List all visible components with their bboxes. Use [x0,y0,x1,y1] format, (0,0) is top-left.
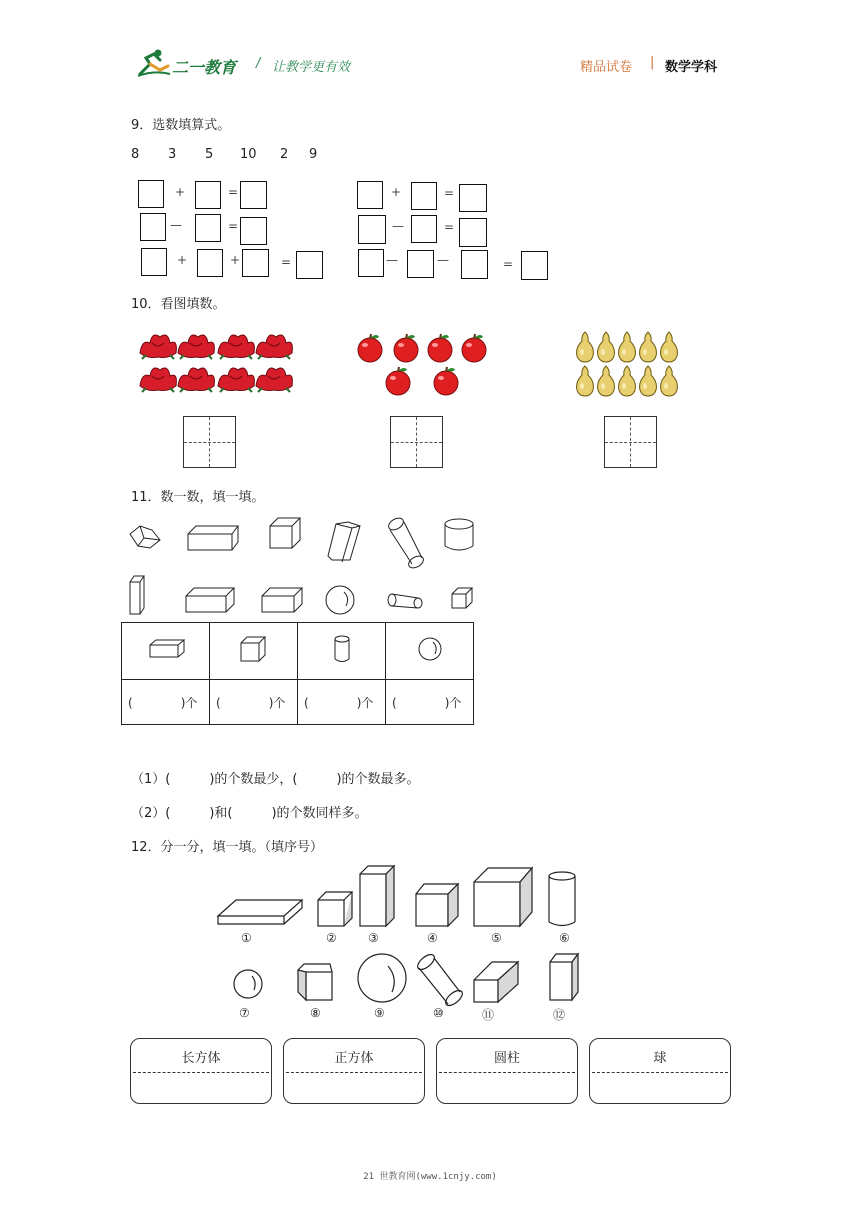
answer-box[interactable] [459,184,487,212]
q9-number: 8 [131,147,140,162]
pear-icon [575,330,685,398]
tilted-cylinder-icon [415,952,465,1009]
answer-box[interactable] [140,213,166,241]
header-category: 精品试卷 [580,60,633,75]
category-box-cuboid[interactable] [130,1038,272,1104]
small-sphere-icon [234,970,262,998]
cuboid-icon [186,588,234,612]
minus-sign: — [386,253,398,267]
large-sphere-icon [358,954,406,1002]
fill-grid[interactable] [604,416,657,468]
answer-box[interactable] [358,215,386,244]
equals-sign: = [503,257,514,271]
sphere-header-cell [386,623,474,680]
fill-grid[interactable] [390,416,443,468]
shape-number: ③ [368,931,379,945]
header-subject: 数学学科 [665,60,718,75]
q9-number: 5 [205,147,214,162]
flat-cuboid-icon [218,900,302,924]
sphere-icon [326,586,354,614]
blank-unit: )个 [444,695,462,710]
small-cube-icon [318,892,352,926]
answer-box[interactable] [242,249,269,277]
tilted-cylinder-icon [387,516,426,571]
plus-sign: + [175,185,186,199]
category-label: 圆柱 [493,1051,520,1066]
category-box-cube[interactable] [283,1038,425,1104]
cuboid-icon [188,526,238,550]
shape-number: ② [326,931,337,945]
answer-box[interactable] [461,250,488,279]
shape-number: ① [241,931,252,945]
category-label: 正方体 [334,1051,374,1066]
minus-sign: — [437,253,449,267]
q11-subquestion-1: （1）( )的个数最少，( )的个数最多。 [131,772,420,787]
category-label: 球 [653,1051,667,1066]
q11-subquestion-2: （2）( )和( )的个数同样多。 [131,806,368,821]
shape-number: ⑤ [491,931,502,945]
count-cell[interactable] [298,680,386,725]
angled-cuboid-icon [474,962,518,1002]
category-box-cylinder[interactable] [436,1038,578,1104]
cube-icon [416,884,458,926]
cube-icon [237,635,271,663]
category-label: 长方体 [181,1051,221,1066]
large-cube-icon [474,868,532,926]
answer-box[interactable] [411,215,437,243]
pear-group-picture [575,330,685,398]
q9-number: 3 [168,147,177,162]
blank-open: ( [128,695,133,710]
cuboid-icon [146,637,186,661]
footer-text: 21 世教育网(www.1cnjy.com) [363,1172,497,1182]
answer-box[interactable] [195,181,221,209]
answer-box[interactable] [195,214,221,242]
fill-grid[interactable] [183,416,236,468]
answer-box[interactable] [521,251,548,280]
brand-name: 二一教育 [172,58,237,77]
blank-open: ( [216,695,221,710]
narrow-cuboid-icon [550,954,578,1000]
shaded-cube-icon [298,964,332,1000]
lying-cylinder-icon [388,594,422,608]
tilted-cube-icon [130,526,160,548]
equals-sign: = [281,255,292,269]
blank-unit: )个 [356,695,374,710]
blank-open: ( [304,695,309,710]
q9-number: 10 [240,147,257,162]
q9-number: 2 [280,147,289,162]
q11-title: 11．数一数，填一填。 [131,490,265,505]
cuboid-icon [262,588,302,612]
rose-group-picture [138,329,298,395]
count-table [121,622,474,725]
apple-icon [355,333,495,399]
brand-slash: / [256,56,261,71]
answer-box[interactable] [358,249,384,277]
tall-cuboid-icon [360,866,394,926]
answer-box[interactable] [138,180,164,208]
cylinder-icon [445,519,473,550]
brand-slogan: 让教学更有效 [272,60,351,75]
equals-sign: = [228,219,239,233]
runner-logo-icon [136,48,172,78]
answer-box[interactable] [407,250,434,278]
answer-box[interactable] [240,217,267,245]
answer-box[interactable] [141,248,167,276]
header-separator: | [650,55,655,70]
plus-sign: + [177,253,188,267]
rose-icon [138,329,298,395]
cylinder-header-cell [298,623,386,680]
small-cube-icon [452,588,472,608]
q12-title: 12．分一分，填一填。（填序号） [131,840,324,855]
equals-sign: = [228,185,239,199]
answer-box[interactable] [411,182,437,210]
apple-group-picture [355,333,495,399]
answer-box[interactable] [296,251,323,279]
shape-number: ⑩ [433,1006,444,1020]
shape-number: ⑪ [482,1008,495,1022]
shape-number: ⑥ [559,931,570,945]
tilted-cuboid-icon [328,522,360,562]
cube-icon [270,518,300,548]
solid-shapes-figure [120,512,490,620]
q9-number-list [131,147,331,163]
plus-sign: + [230,253,241,267]
shape-number: ⑨ [374,1006,385,1020]
answer-box[interactable] [459,218,487,247]
cuboid-header-cell [122,623,210,680]
q9-title: 9．选数填算式。 [131,118,231,133]
minus-sign: — [392,219,404,233]
equals-sign: = [444,220,455,234]
equals-sign: = [444,186,455,200]
tall-cuboid-icon [130,576,144,614]
cylinder-icon [330,633,354,665]
header [0,0,860,90]
minus-sign: — [170,218,182,232]
answer-box[interactable] [357,181,383,209]
answer-box[interactable] [240,181,267,209]
category-box-sphere[interactable] [589,1038,731,1104]
sphere-icon [416,635,444,663]
shape-number: ⑫ [553,1008,566,1022]
blank-open: ( [392,695,397,710]
shape-number: ⑧ [310,1006,321,1020]
blank-unit: )个 [268,695,286,710]
shape-number: ⑦ [239,1006,250,1020]
plus-sign: + [391,185,402,199]
q10-title: 10．看图填数。 [131,297,226,312]
answer-box[interactable] [197,249,223,277]
cube-header-cell [210,623,298,680]
q9-number: 9 [309,147,318,162]
numbered-solids-figure [212,862,592,1032]
shape-number: ④ [427,931,438,945]
count-cell[interactable] [210,680,298,725]
cylinder-icon [549,872,575,926]
count-cell[interactable] [122,680,210,725]
blank-unit: )个 [180,695,198,710]
count-cell[interactable] [386,680,474,725]
